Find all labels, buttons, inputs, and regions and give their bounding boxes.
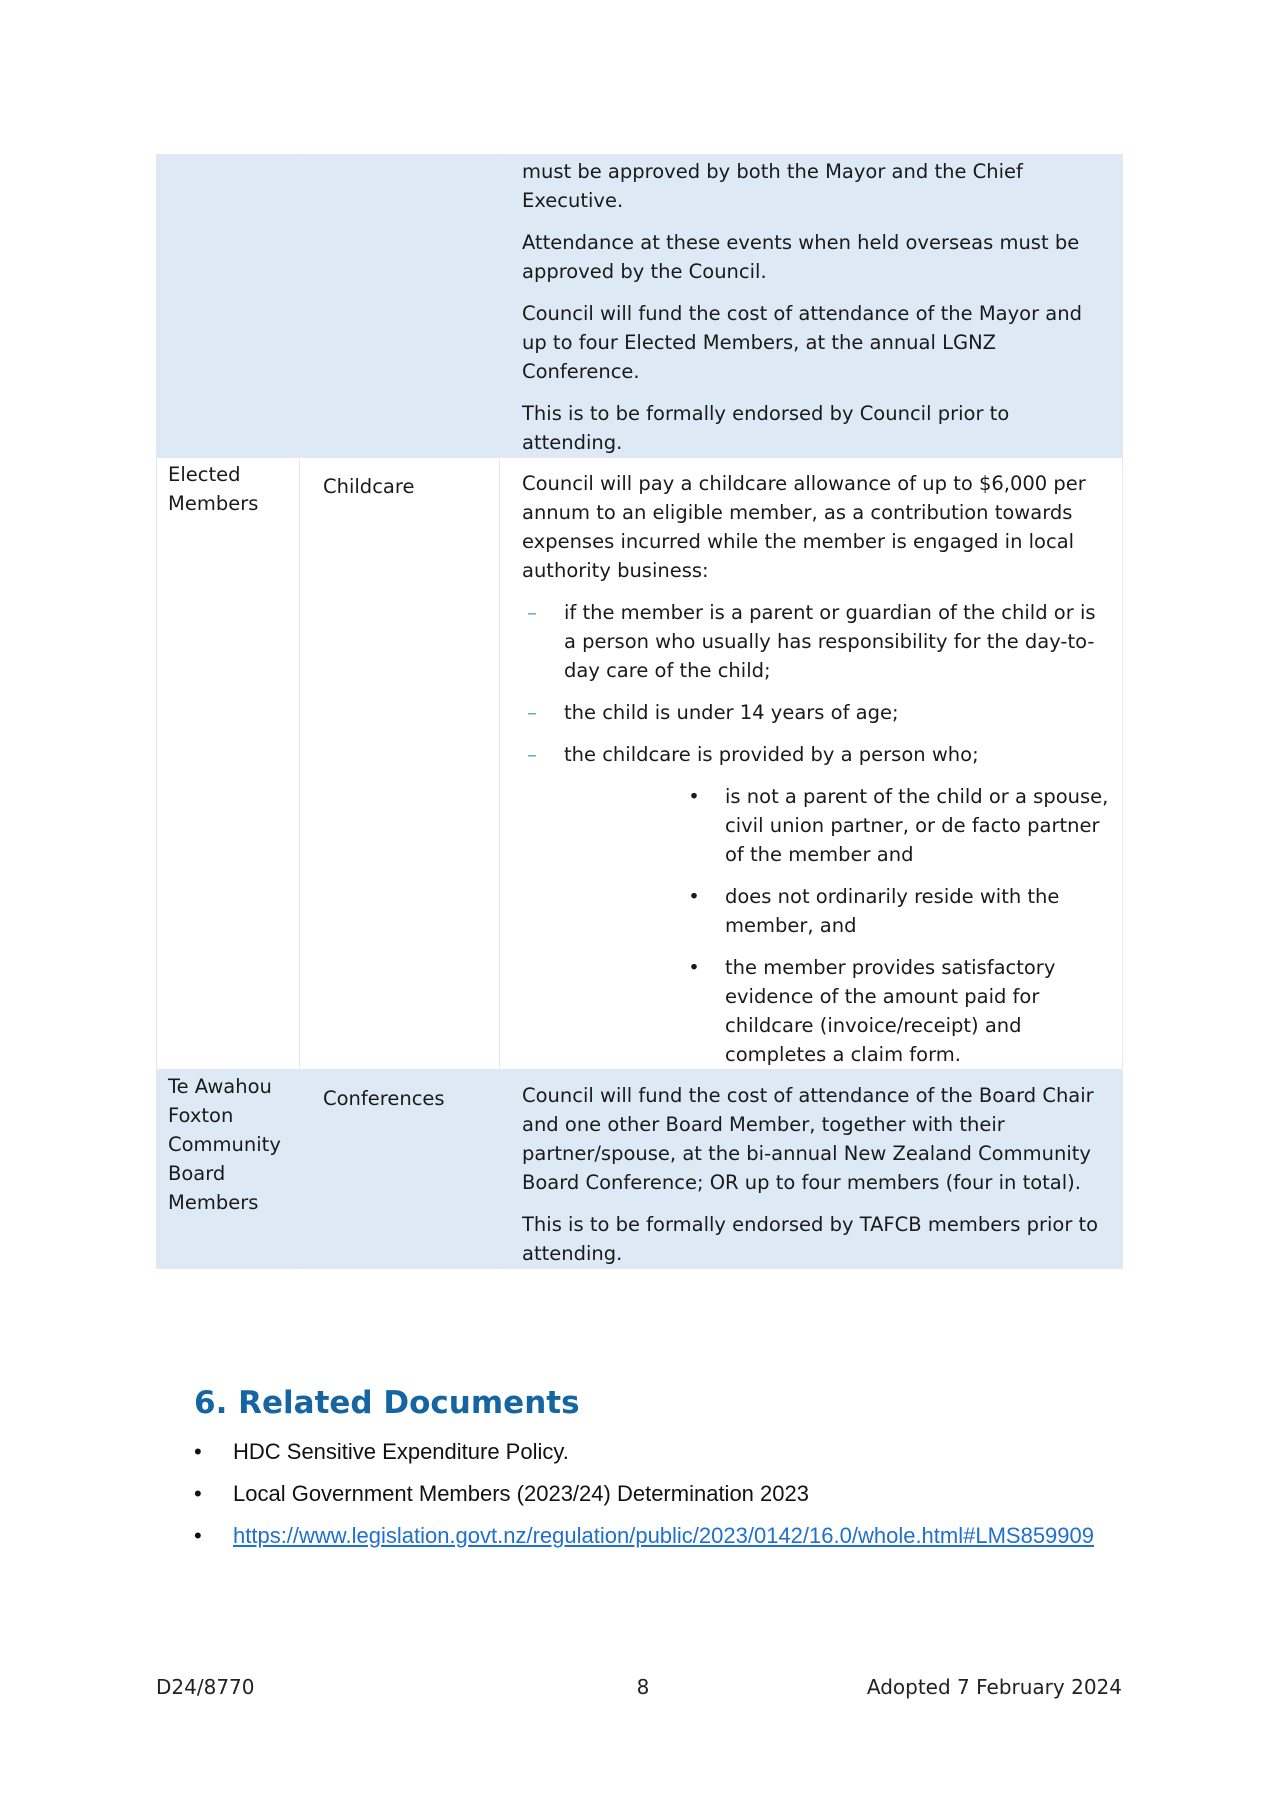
bullet-marker: • (688, 885, 700, 908)
category-cell (300, 155, 500, 458)
paragraph: Council will fund the cost of attendance of the Mayor and up to four Elected Members, at the annual LGNZ Conference. (522, 302, 1082, 383)
paragraph: This is to be formally endorsed by TAFCB members prior to attending. (522, 1213, 1099, 1265)
bullet-list (522, 782, 1112, 1069)
list-item: • the member provides satisfactory evidence of the amount paid for childcare (invoice/receipt) and completes a claim form. (522, 953, 1112, 1069)
paragraph: must be approved by both the Mayor and the Chief Executive. (522, 160, 1023, 212)
paragraph: Council will pay a childcare allowance of up to $6,000 per annum to an eligible member, as a contribution towards expenses incurred while the member is engaged in local authority business: (522, 472, 1086, 582)
bullet-marker: • (194, 1481, 202, 1506)
details-cell (500, 458, 1123, 1070)
bullet-marker: • (194, 1523, 202, 1548)
section-heading: 6. Related Documents (194, 1385, 580, 1421)
details-cell (500, 1070, 1123, 1269)
paragraph: Attendance at these events when held overseas must be approved by the Council. (522, 231, 1080, 283)
dash-marker: – (527, 743, 537, 766)
list-item: • HDC Sensitive Expenditure Policy. (194, 1439, 569, 1464)
expenses-table (156, 154, 1123, 1269)
table-row (157, 1070, 1123, 1269)
dash-list (522, 598, 1112, 769)
footer-doc-id: D24/8770 (156, 1675, 255, 1699)
related-documents-list (194, 1438, 1124, 1564)
paragraph: This is to be formally endorsed by Council prior to attending. (522, 402, 1010, 454)
member-cell: Elected Members (157, 458, 300, 1070)
table-row (157, 458, 1123, 1070)
table-row (157, 155, 1123, 458)
bullet-marker: • (688, 785, 700, 808)
dash-marker: – (527, 601, 537, 624)
dash-marker: – (527, 701, 537, 724)
bullet-marker: • (194, 1439, 202, 1464)
paragraph: Council will fund the cost of attendance of the Board Chair and one other Board Member, together with their partner/spouse, at the bi-annual New Zealand Community Board Conference; OR up to four members (four in total). (522, 1084, 1094, 1194)
list-item: • does not ordinarily reside with the member, and (522, 882, 1112, 940)
list-item: • Local Government Members (2023/24) Determination 2023 (194, 1481, 809, 1506)
list-item: – the child is under 14 years of age; (522, 698, 1112, 727)
list-item: • is not a parent of the child or a spouse, civil union partner, or de facto partner of the member and (522, 782, 1112, 869)
list-item (194, 1522, 1124, 1549)
footer-adopted-date: Adopted 7 February 2024 (866, 1675, 1122, 1699)
category-cell: Conferences (300, 1070, 500, 1269)
footer-page-number: 8 (636, 1675, 650, 1699)
category-cell: Childcare (300, 458, 500, 1070)
bullet-marker: • (688, 956, 700, 979)
legislation-link[interactable]: https://www.legislation.govt.nz/regulation/public/2023/0142/16.0/whole.html#LMS859909 (233, 1523, 1094, 1548)
member-cell: Te Awahou Foxton Community Board Members (157, 1070, 300, 1269)
list-item: – if the member is a parent or guardian of the child or is a person who usually has responsibility for the day-to-day care of the child; (522, 598, 1112, 685)
list-item: – the childcare is provided by a person who; (522, 740, 1112, 769)
details-cell (500, 155, 1123, 458)
member-cell (157, 155, 300, 458)
